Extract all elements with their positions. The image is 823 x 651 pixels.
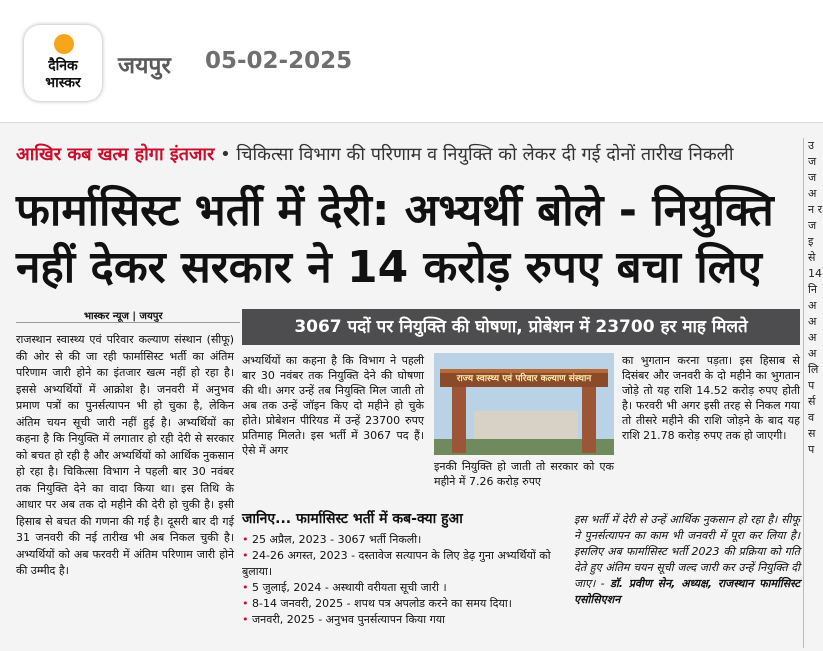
byline: भास्कर न्यूज | जयपुर [84, 311, 163, 322]
association-quote [574, 512, 800, 608]
timeline-item [242, 580, 562, 596]
quote-text: इस भर्ती में देरी से उन्हें आर्थिक नुकसान हो रहा है। सीफू ने पुनर्सत्यापन का काम भी जनवरी में पूरा कर लिया है। इसलिए अब फार्मासिस्ट भर्ती 2023 की प्रक्रिया को गति देते हुए अंतिम चयन सूची जल्द जारी कर उन्हें नियुक्ति दी जाए। - [574, 513, 800, 590]
timeline-title: जानिए... फार्मासिस्ट भर्ती में कब-क्या हुआ [242, 511, 463, 527]
timeline-item [242, 596, 562, 612]
timeline-item [242, 612, 562, 628]
photo-gate-pillar-right [582, 387, 596, 453]
bullet-icon: • [242, 533, 252, 546]
timeline-item [242, 532, 562, 548]
timeline-item [242, 548, 562, 580]
logo-text-line1: दैनिक [48, 58, 78, 74]
timeline-item-text: 25 अप्रैल, 2023 - 3067 भर्ती निकली। [252, 533, 422, 546]
sun-icon [54, 34, 74, 54]
kicker-line [16, 142, 734, 166]
kicker-separator: • [214, 144, 237, 165]
dainik-bhaskar-logo[interactable] [24, 25, 102, 101]
byline-divider [16, 322, 240, 323]
edition-date: 05-02-2025 [205, 48, 353, 74]
headline-line-1: फार्मासिस्ट भर्ती में देरी: अभ्यर्थी बोले - नियुक्ति [16, 185, 774, 236]
article-column-2: अभ्यर्थियों का कहना है कि विभाग ने पहली बार 30 नवंबर तक नियुक्ति देने की घोषणा की थी। अगर उन्हें तब नियुक्ति मिल जाती तो अब तक उन्हें जॉइन किए दो महीने हो चुके होते। प्रोबेशन पीरियड में उन्हें 23700 रुपए प्रतिमाह मिलते। इस भर्ती में 3067 पद हैं। ऐसे में अगर [242, 354, 424, 457]
timeline-item-text: जनवरी, 2025 - अनुभव पुनर्सत्यापन किया गया [252, 613, 446, 626]
bullet-icon: • [242, 549, 252, 562]
bullet-icon: • [242, 597, 252, 610]
adjacent-article-fragment: उ ज ज अ न र ज इ से 14 नि अ अ अ अ लि प र्स व स प [808, 139, 823, 456]
timeline-item-text: 24-26 अगस्त, 2023 - दस्तावेज सत्यापन के लिए डेढ़ गुना अभ्यर्थियों को बुलाया। [242, 549, 551, 578]
edition-city: जयपुर [118, 53, 171, 79]
photo-gate-pillar-left [452, 387, 466, 453]
quote-author: डॉ. प्रवीण सेन, अध्यक्ष, राजस्थान फार्मासिस्ट एसोसिएशन [574, 577, 800, 606]
bullet-icon: • [242, 581, 252, 594]
article-headline [16, 182, 774, 296]
article-column-3: का भुगतान करना पड़ता। इस हिसाब से दिसंबर और जनवरी के दो महीने का भुगतान जोड़े तो यह राशि 14.52 करोड़ रुपए होती है। फरवरी भी अगर इसी तरह से निकल गया तो तीसरे महीने की राशि जोड़ने के बाद यह राशि 21.78 करोड़ रुपए तक हो जाएगी। [622, 354, 800, 442]
app-header [0, 0, 823, 123]
subheading-banner: 3067 पदों पर नियुक्ति की घोषणा, प्रोबेशन में 23700 हर माह मिलते [242, 309, 800, 345]
timeline-item-text: 8-14 जनवरी, 2025 - शपथ पत्र अपलोड करने का समय दिया। [252, 597, 512, 610]
column-divider [803, 138, 804, 648]
kicker-text: चिकित्सा विभाग की परिणाम व नियुक्ति को लेकर दी गई दोनों तारीख निकली [236, 144, 734, 165]
logo-text-line2: भास्कर [45, 75, 81, 91]
article-column-1: राजस्थान स्वास्थ्य एवं परिवार कल्याण संस्थान (सीफू) की ओर से की जा रही फार्मासिस्ट भर्ती का अंतिम परिणाम जारी होने का इंतजार खत्म नहीं हो रहा है। इससे अभ्यर्थियों में आक्रोश है। जनवरी में अनुभव प्रमाण पत्रों का पुनर्सत्यापन भी हो चुका है, लेकिन अंतिम चयन सूची जारी नहीं हुई है। अभ्यर्थियों का कहना है कि नियुक्ति में लगातार हो रही देरी से सरकार को बचत हो रही है और अभ्यर्थियों को आर्थिक नुकसान हो रहा है। चिकित्सा विभाग ने पहली बार 30 नवंबर तक नियुक्ति देने का वादा किया था। इस तिथि के आधार पर अब तक दो महीने की देरी हो चुकी है। इसी हिसाब से बचत की गणना की गई है। दूसरी बार दी गई 31 जनवरी की नई तारीख भी अब निकल चुकी है। अभ्यर्थियों को अब फरवरी में अंतिम परिणाम जारी होने की उम्मीद है। [16, 333, 234, 577]
timeline-item-text: 5 जुलाई, 2024 - अस्थायी वरीयता सूची जारी । [252, 581, 447, 594]
article-column-2-continued: इनकी नियुक्ति हो जाती तो सरकार को एक महीने में 7.26 करोड़ रुपए [434, 460, 614, 488]
bullet-icon: • [242, 613, 252, 626]
headline-line-2: नहीं देकर सरकार ने 14 करोड़ रुपए बचा लिए [16, 242, 762, 293]
photo-gate-sign: राज्य स्वास्थ्य एवं परिवार कल्याण संस्थान [456, 374, 592, 384]
kicker-highlight: आखिर कब खत्म होगा इंतजार [16, 144, 215, 165]
institute-gate-photo [434, 353, 614, 455]
timeline-box [242, 509, 562, 628]
